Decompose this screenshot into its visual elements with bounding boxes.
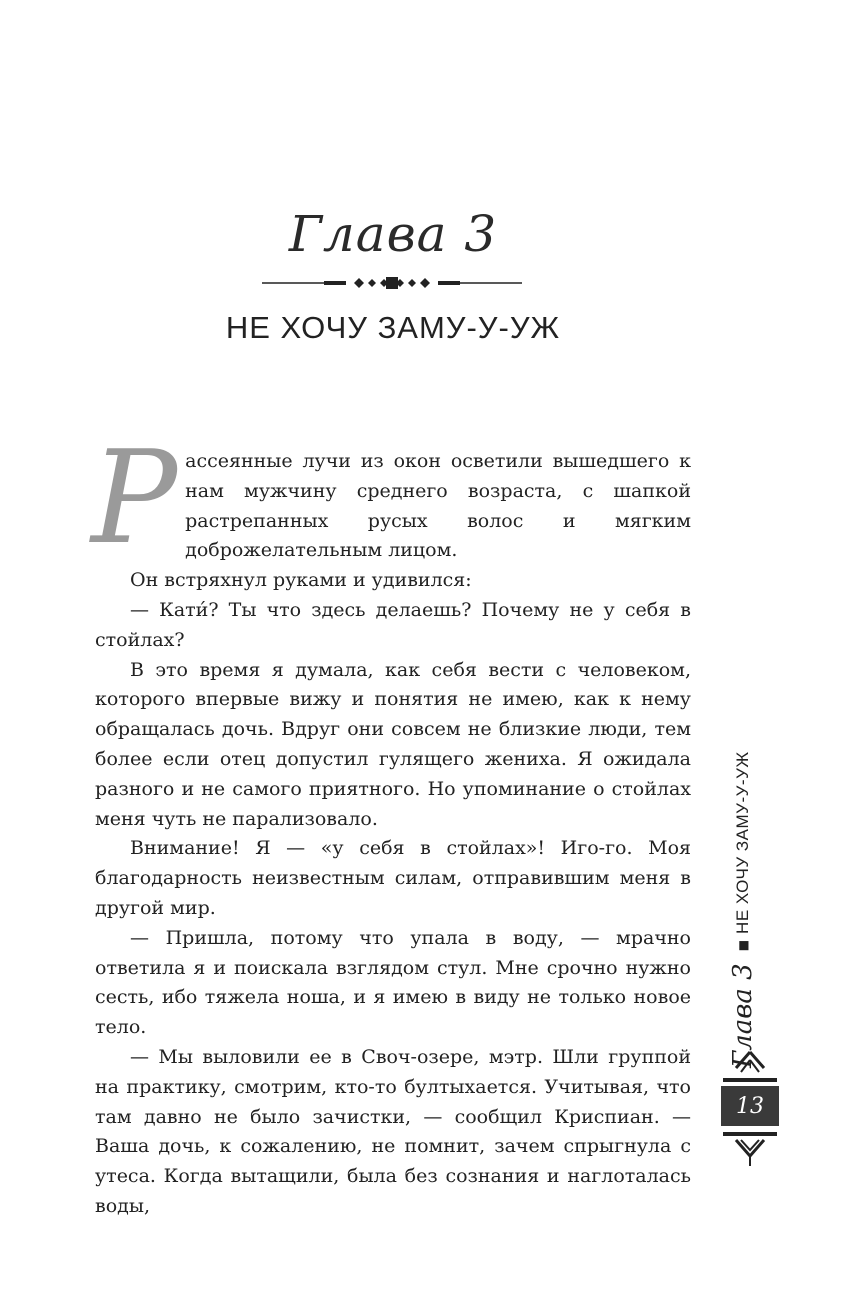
running-title-separator: ■ xyxy=(736,939,750,952)
paragraph: В это время я думала, как себя вести с человеком, которого впервые вижу и понятия не имею, как к нему обращалась дочь. Вдруг они совсем не близкие люди, тем более если отец допустил гулящего жениха. Я ожидала разного и не самого приятного. Но упоминание о стойлах меня чуть не парализовало. xyxy=(95,658,691,830)
paragraph: — Кати́? Ты что здесь делаешь? Почему не у себя в стойлах? xyxy=(95,598,691,651)
body-text xyxy=(91,424,691,1222)
side-ornament-top-icon xyxy=(721,1050,779,1084)
page-number: 13 xyxy=(721,1086,779,1126)
running-title-script: Глава 3 xyxy=(728,963,758,1068)
running-title-caps: НЕ ХОЧУ ЗАМУ-У-УЖ xyxy=(733,751,752,934)
paragraph: — Пришла, потому что упала в воду, — мрачно ответила я и поискала взглядом стул. Мне срочно нужно сесть, ибо тяжела ноша, и я имею в виду не только новое тело. xyxy=(95,926,691,1039)
drop-cap: Р xyxy=(91,424,178,573)
paragraph: — Мы выловили ее в Своч-озере, мэтр. Шли группой на практику, смотрим, кто-то бултыхается. Учитывая, что там давно не было зачистки, — сообщил Криспиан. — Ваша дочь, к сожалению, не помнит, зачем спрыгнула с утеса. Когда вытащили, была без сознания и наглоталась воды, xyxy=(95,1045,691,1217)
chapter-title: Глава 3 xyxy=(288,205,498,263)
paragraph-text: ассеянные лучи из окон осветили вышедшего к нам мужчину среднего возраста, с шапкой растрепанных русых волос и мягким доброжелательным лицом. xyxy=(185,450,691,562)
running-title xyxy=(726,751,760,1068)
chapter-subtitle: НЕ ХОЧУ ЗАМУ-У-УЖ xyxy=(225,310,561,345)
paragraph: Внимание! Я — «у себя в стойлах»! Иго-го. Моя благодарность неизвестным силам, отправившим меня в другой мир. xyxy=(95,837,691,919)
paragraph: Он встряхнул руками и удивился: xyxy=(130,569,472,592)
paragraph xyxy=(91,424,691,573)
ornament-divider-icon xyxy=(262,270,522,296)
side-ornament-bottom-icon xyxy=(721,1130,779,1168)
